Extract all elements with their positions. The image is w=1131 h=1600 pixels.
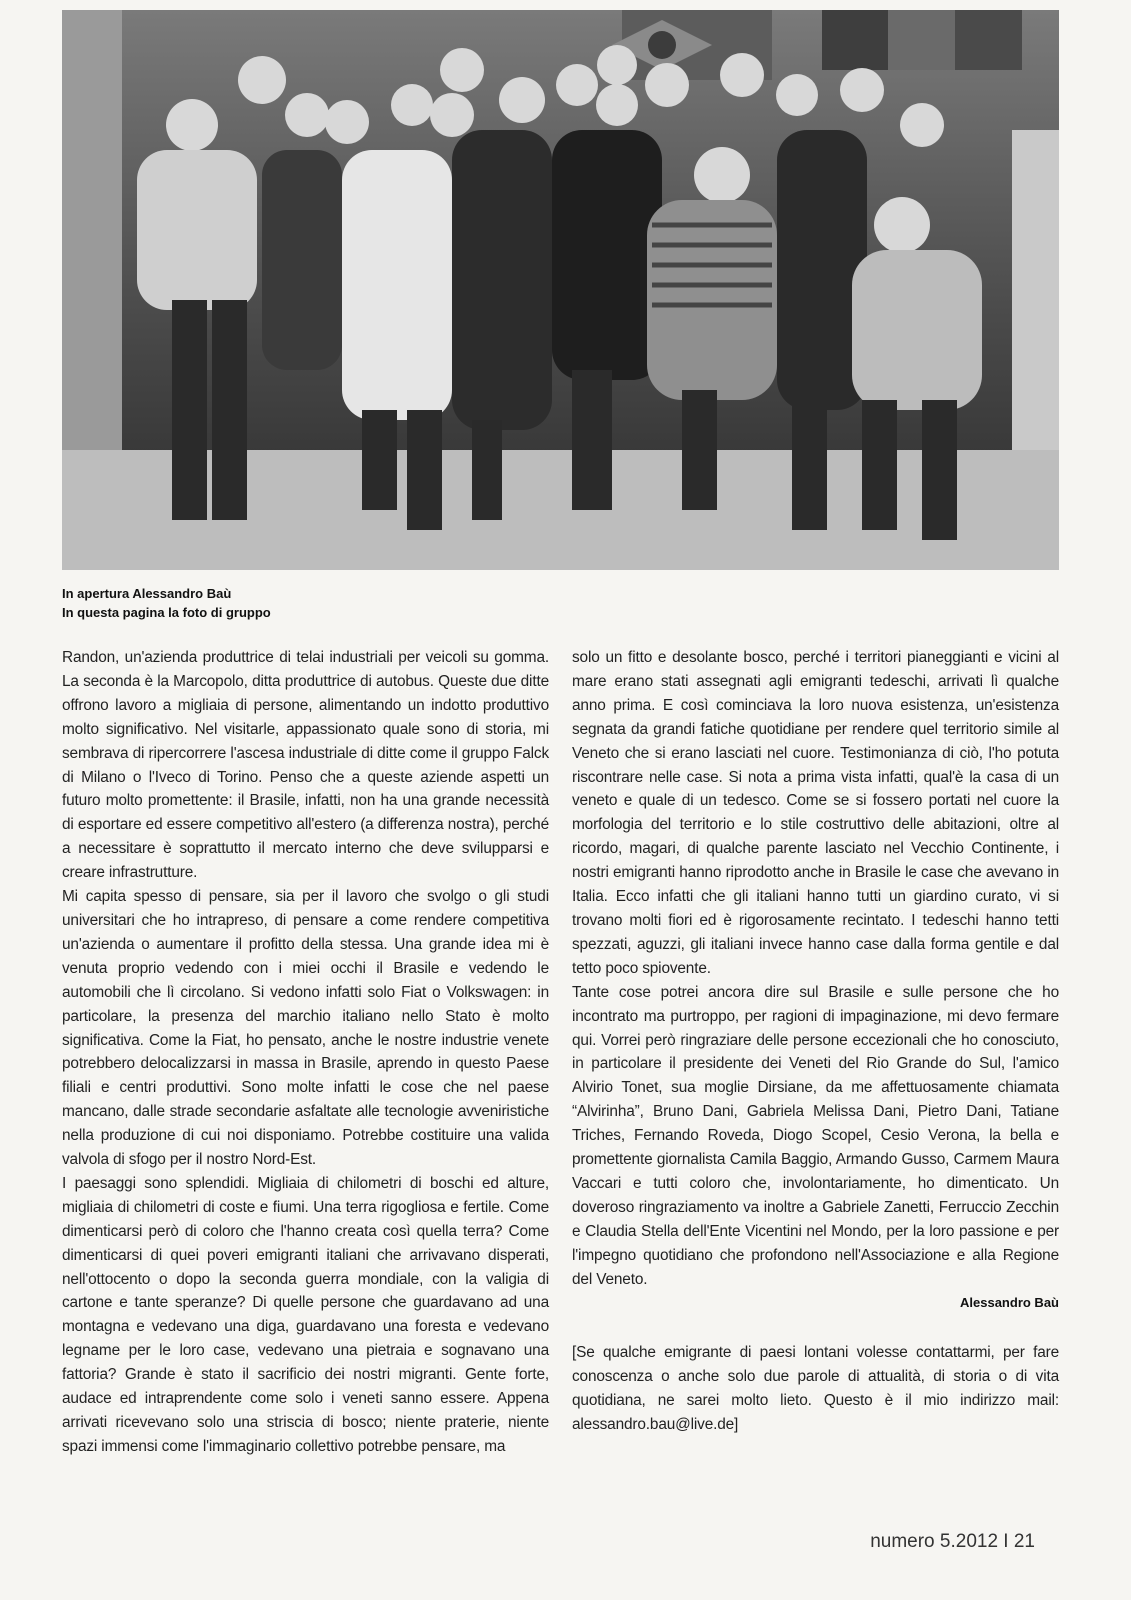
article-column-right [572, 646, 1059, 1437]
paragraph: Tante cose potrei ancora dire sul Brasile e sulle persone che ho incontrato ma purtroppo, per ragioni di impaginazione, mi devo fermare qui. Vorrei però ringraziare delle persone eccezionali che ho conosciuto, in particolare il presidente dei Veneti del Rio Grande do Sul, l'amico Alvirio Tonet, sua moglie Dirsiane, da me affettuosamente chiamata “Alvirinha”, Bruno Dani, Gabriela Melissa Dani, Pietro Dani, Tatiane Triches, Fernando Roveda, Diogo Scopel, Cesio Verona, la bella e promettente giornalista Camila Baggio, Armando Gusso, Carmem Maura Vaccari e tutti coloro che, involontariamente, ho dimenticato. Un doveroso ringraziamento va inoltre a Gabriele Zanetti, Ferruccio Zecchin e Claudia Stella dell'Ente Vicentini nel Mondo, per la loro passione e per l'impegno quotidiano che profondono nell'Associazione e alla Regione del Veneto. [572, 983, 1059, 1288]
paragraph: I paesaggi sono splendidi. Migliaia di chilometri di boschi ed alture, migliaia di chilometri di coste e fiumi. Una terra rigogliosa e fertile. Come dimenticarsi però di coloro che l'hanno creata così quella terra? Come dimenticarsi di quei poveri emigranti italiani che arrivavano disperati, nell'ottocento o dopo la seconda guerra mondiale, con la valigia di cartone e tante speranze? Di quelle persone che guardavano ad una montagna e vedevano una diga, guardavano una foresta e vedevano legname per le loro case, vedevano una pietraia e sognavano una fattoria? Grande è stato il sacrificio dei nostri migranti. Gente forte, audace ed intraprendente come solo i veneti sanno essere. Appena arrivati ricevevano solo una striscia di bosco; niente praterie, niente spazi immensi come l'immaginario collettivo potrebbe pensare, ma [62, 1174, 549, 1455]
photo-caption [62, 584, 271, 622]
paragraph: solo un fitto e desolante bosco, perché i territori pianeggianti e vicini al mare erano stati assegnati agli emigranti tedeschi, arrivati lì qualche anno prima. E così cominciava la loro nuova esistenza, un'esistenza segnata da grandi fatiche quotidiane per rendere quel territorio simile al Veneto che si erano lasciati nel cuore. Testimonianza di ciò, l'ho potuta riscontrare nelle case. Si nota a prima vista infatti, qual'è la casa di un veneto e quale di un tedesco. Come se si fossero portati nel cuore la morfologia del territorio e lo stile costruttivo delle abitazioni, oltre al ricordo, magari, di qualche parente lasciato nel Vecchio Continente, i nostri emigranti hanno riprodotto anche in Brasile le case che avevano in Italia. Ecco infatti che gli italiani hanno tutti un giardino curato, vi si trovano molti fiori ed è rigorosamente recintato. I tedeschi hanno tetti spezzati, aguzzi, gli italiani invece hanno case dalla forma gentile e dal tetto poco spiovente. [572, 649, 1059, 977]
caption-line-2: In questa pagina la foto di gruppo [62, 605, 271, 620]
author-signature: Alessandro Baù [960, 1295, 1059, 1311]
group-photo-illustration [62, 10, 1059, 570]
group-photo [62, 10, 1059, 570]
paragraph: Randon, un'azienda produttrice di telai industriali per veicoli su gomma. La seconda è la Marcopolo, ditta produttrice di autobus. Queste due ditte offrono lavoro a migliaia di persone, alimentando un indotto produttivo molto significativo. Nel visitarle, appassionato quale sono di storia, mi sembrava di ripercorrere l'ascesa industriale di ditte come il gruppo Falck di Milano o l'Iveco di Torino. Penso che a queste aziende aspetti un futuro molto promettente: il Brasile, infatti, non ha una grande necessità di esportare ed essere competitivo all'estero (a differenza nostra), perché a necessitare è soprattutto il mercato interno che deve svilupparsi e creare infrastrutture. [62, 649, 549, 882]
article-column-left [62, 646, 549, 1459]
paragraph: Mi capita spesso di pensare, sia per il lavoro che svolgo o gli studi universitari che ho intrapreso, di pensare a come rendere competitiva un'azienda o aumentare il profitto della stessa. Una grande idea mi è venuta proprio vedendo con i miei occhi il Brasile e vedendo le automobili che lì circolano. Si vedono infatti solo Fiat o Volkswagen: in particolare, la presenza del marchio italiano nello Stato è molto significativa. Come la Fiat, ho pensato, anche le nostre industrie venete potrebbero delocalizzarsi in massa in Brasile, aprendo in questo Paese filiali e centri produttivi. Sono molte infatti le cose che nel paese mancano, dalle strade secondarie asfaltate alle tecnologie avveniristiche nella produzione di cui noi disponiamo. Potrebbe costituire una valida valvola di sfogo per il nostro Nord-Est. [62, 888, 549, 1169]
contact-note: [Se qualche emigrante di paesi lontani volesse contattarmi, per fare conoscenza o anche solo due parole di attualità, di storia o di vita quotidiana, ne sarei molto lieto. Questo è il mio indirizzo mail: alessandro.bau@live.de] [572, 1344, 1059, 1434]
caption-line-1: In apertura Alessandro Baù [62, 586, 232, 601]
page-footer: numero 5.2012 I 21 [870, 1531, 1035, 1552]
